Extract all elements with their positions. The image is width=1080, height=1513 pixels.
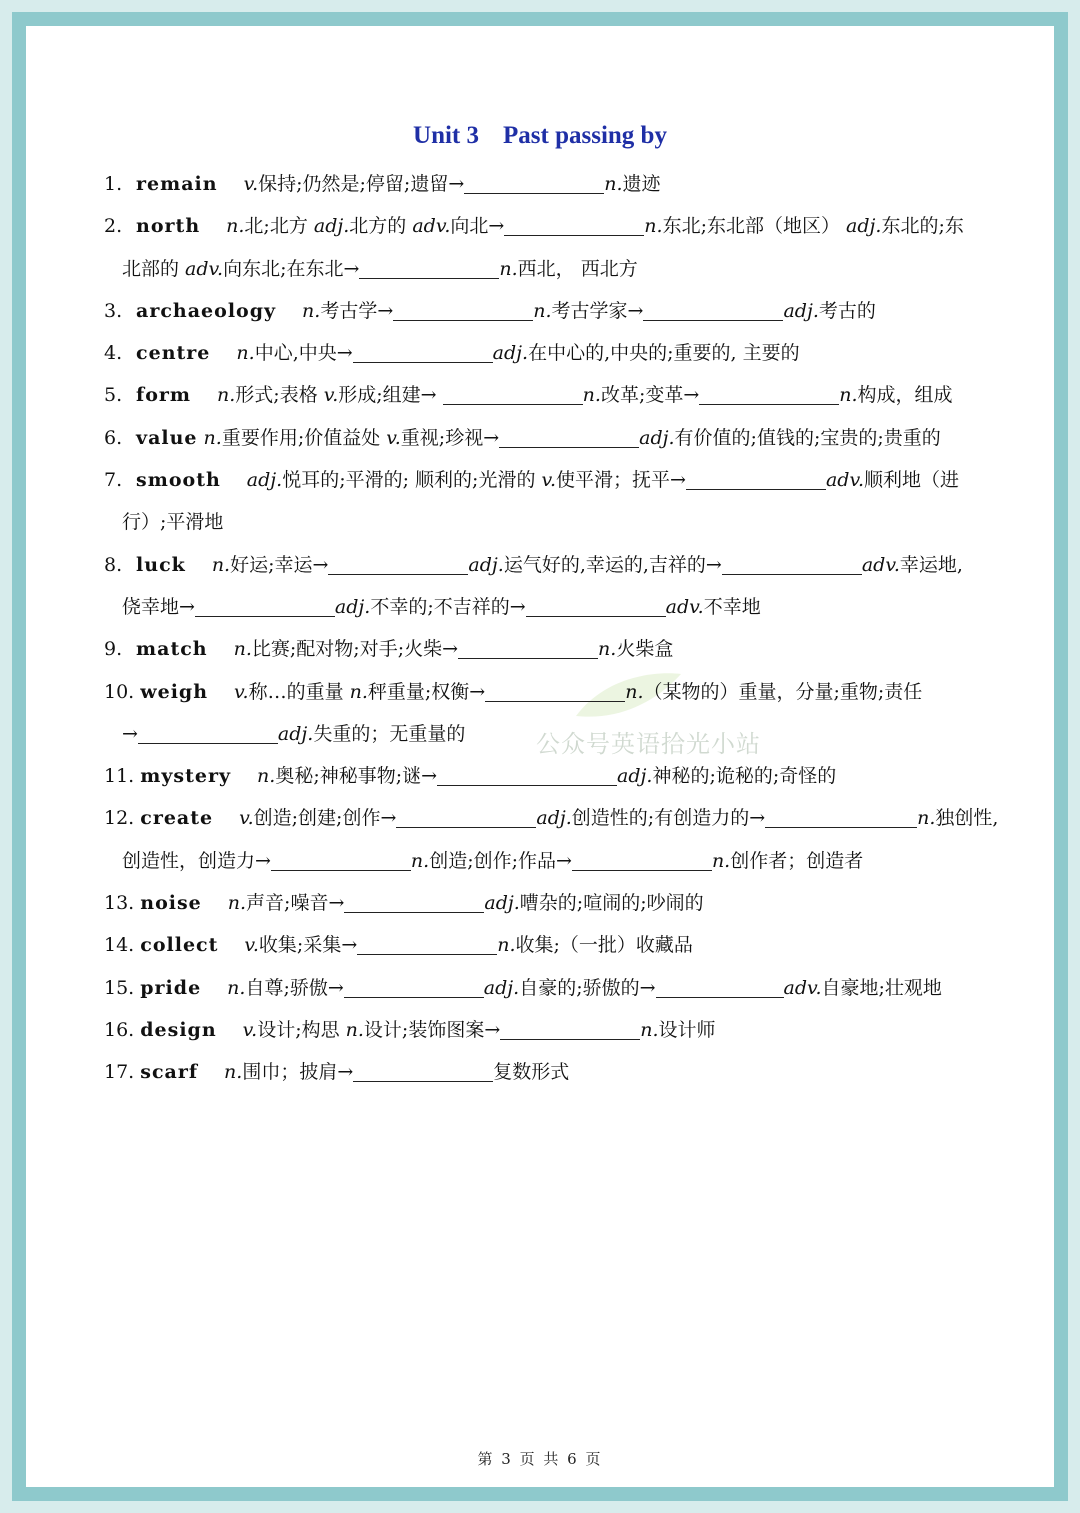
definition-text: 使平滑；抚平→ bbox=[556, 469, 686, 492]
part-of-speech: n. bbox=[839, 384, 858, 407]
definition-text: 构成，组成 bbox=[857, 384, 953, 407]
definition-text: 幸运地, bbox=[899, 553, 963, 576]
definition-text: 有价值的;值钱的;宝贵的;贵重的 bbox=[674, 426, 941, 449]
definition-text: 收集;采集→ bbox=[258, 934, 358, 957]
item-number: 15. bbox=[104, 976, 135, 999]
answer-blank[interactable] bbox=[353, 340, 493, 363]
definition-text: 侥幸地→ bbox=[122, 595, 195, 618]
answer-blank[interactable] bbox=[357, 932, 497, 955]
definition-text: 重视;珍视→ bbox=[400, 426, 500, 449]
definition-text: 独创性, bbox=[935, 807, 999, 830]
answer-blank[interactable] bbox=[393, 298, 533, 321]
part-of-speech: n. bbox=[227, 976, 246, 999]
part-of-speech: n. bbox=[533, 299, 552, 322]
item-number: 10. bbox=[104, 680, 135, 703]
answer-blank[interactable] bbox=[359, 256, 499, 279]
part-of-speech: n. bbox=[711, 849, 731, 872]
part-of-speech: n. bbox=[227, 892, 247, 915]
part-of-speech: adv. bbox=[185, 257, 224, 280]
part-of-speech: adj. bbox=[846, 215, 882, 238]
definition-text: 嘈杂的;喧闹的;吵闹的 bbox=[519, 892, 704, 915]
part-of-speech: n. bbox=[211, 553, 231, 576]
definition-text: 围巾；披肩→ bbox=[242, 1061, 354, 1084]
worksheet-page bbox=[26, 26, 1054, 1487]
definition-text: 创造;创作;作品→ bbox=[429, 849, 572, 872]
list-item bbox=[104, 671, 1054, 713]
item-number: 5. bbox=[104, 384, 123, 407]
part-of-speech: n. bbox=[625, 680, 644, 703]
part-of-speech: adj. bbox=[246, 469, 283, 492]
list-item bbox=[104, 374, 1054, 416]
definition-text: 顺利地（进 bbox=[863, 469, 959, 492]
definition-text: 考古学家→ bbox=[551, 299, 644, 322]
definition-text: 创造性的;有创造力的→ bbox=[571, 807, 766, 830]
headword: match bbox=[136, 638, 208, 661]
headword: design bbox=[140, 1018, 217, 1041]
item-number: 12. bbox=[104, 807, 135, 830]
part-of-speech: n. bbox=[604, 173, 623, 195]
definition-text: 失重的；无重量的 bbox=[313, 722, 466, 745]
headword: value bbox=[136, 426, 198, 449]
definition-text: 创造;创建;创作→ bbox=[253, 807, 397, 830]
part-of-speech: n. bbox=[410, 849, 430, 872]
headword: pride bbox=[140, 976, 202, 999]
item-number: 8. bbox=[104, 553, 123, 576]
part-of-speech: adj. bbox=[313, 215, 350, 238]
part-of-speech: n. bbox=[217, 384, 236, 407]
part-of-speech: adj. bbox=[639, 426, 675, 449]
part-of-speech: n. bbox=[302, 299, 321, 322]
part-of-speech: n. bbox=[226, 215, 245, 238]
definition-text: 北;北方 bbox=[244, 215, 314, 238]
answer-blank[interactable] bbox=[344, 890, 484, 913]
definition-text: 在中心的,中央的;重要的, 主要的 bbox=[528, 342, 800, 365]
answer-blank[interactable] bbox=[526, 594, 666, 617]
list-item-continuation bbox=[104, 501, 1054, 543]
definition-text: 自豪的;骄傲的→ bbox=[519, 976, 656, 999]
part-of-speech: n. bbox=[582, 384, 601, 407]
item-number: 2. bbox=[104, 215, 123, 238]
item-number: 3. bbox=[104, 299, 123, 322]
part-of-speech: adj. bbox=[334, 595, 371, 618]
list-item bbox=[104, 755, 1054, 797]
definition-text: 设计师 bbox=[658, 1018, 716, 1041]
answer-blank[interactable] bbox=[195, 594, 335, 617]
part-of-speech: n. bbox=[349, 680, 368, 703]
answer-blank[interactable] bbox=[656, 975, 784, 998]
definition-text: 向东北;在东北→ bbox=[223, 257, 360, 280]
definition-text: 遗迹 bbox=[622, 173, 661, 195]
item-number: 9. bbox=[104, 638, 123, 661]
definition-text: 北方的 bbox=[349, 215, 413, 238]
answer-blank[interactable] bbox=[485, 679, 625, 702]
answer-blank[interactable] bbox=[271, 848, 411, 871]
list-item bbox=[104, 163, 1054, 205]
answer-blank[interactable] bbox=[138, 721, 278, 744]
part-of-speech: adv. bbox=[783, 976, 822, 999]
definition-text: 行）;平滑地 bbox=[122, 511, 224, 534]
part-of-speech: v. bbox=[386, 426, 401, 449]
part-of-speech: n. bbox=[497, 934, 516, 957]
part-of-speech: adv. bbox=[825, 469, 864, 492]
answer-blank[interactable] bbox=[686, 467, 826, 490]
item-number: 6. bbox=[104, 426, 123, 449]
definition-text: 神秘的;诡秘的;奇怪的 bbox=[652, 765, 837, 788]
item-number: 16. bbox=[104, 1018, 135, 1041]
definition-text: 考古学→ bbox=[320, 299, 394, 322]
part-of-speech: n. bbox=[345, 1018, 364, 1041]
answer-blank[interactable] bbox=[504, 213, 644, 236]
definition-text: 东北;东北部（地区） bbox=[662, 215, 847, 238]
item-number: 13. bbox=[104, 892, 135, 915]
definition-text: 比赛;配对物;对手;火柴→ bbox=[251, 638, 459, 661]
unit-label: Unit 3 bbox=[413, 122, 480, 149]
definition-text: 收集;（一批）收藏品 bbox=[515, 934, 693, 957]
vocabulary-list bbox=[104, 163, 1054, 1094]
definition-text: 改革;变革→ bbox=[600, 384, 700, 407]
definition-text: 东北的;东 bbox=[881, 215, 964, 238]
definition-text: 考古的 bbox=[818, 299, 876, 322]
unit-topic: Past passing by bbox=[503, 122, 667, 149]
part-of-speech: v. bbox=[323, 384, 339, 407]
part-of-speech: adv. bbox=[412, 215, 451, 238]
headword: noise bbox=[140, 892, 202, 915]
part-of-speech: n. bbox=[257, 765, 276, 788]
part-of-speech: adv. bbox=[861, 553, 900, 576]
part-of-speech: v. bbox=[234, 680, 249, 703]
definition-text: 保持;仍然是;停留;遗留→ bbox=[258, 173, 465, 195]
list-item bbox=[104, 290, 1054, 332]
answer-blank[interactable] bbox=[499, 425, 639, 448]
part-of-speech: n. bbox=[644, 215, 663, 238]
item-number: 14. bbox=[104, 934, 135, 957]
answer-blank[interactable] bbox=[500, 1017, 640, 1040]
definition-text: 中心,中央→ bbox=[254, 342, 353, 365]
part-of-speech: adj. bbox=[492, 342, 529, 365]
headword: scarf bbox=[140, 1061, 199, 1084]
definition-text: 火柴盒 bbox=[616, 638, 674, 661]
answer-blank[interactable] bbox=[643, 298, 783, 321]
list-item-continuation bbox=[104, 713, 1054, 755]
part-of-speech: v. bbox=[239, 807, 254, 830]
part-of-speech: adj. bbox=[617, 765, 653, 788]
watermark-text: 公众号英语拾光小站 bbox=[536, 730, 761, 758]
definition-text: 秤重量;权衡→ bbox=[367, 680, 486, 703]
definition-text: 北部的 bbox=[122, 257, 186, 280]
headword: centre bbox=[136, 342, 211, 365]
headword: weigh bbox=[140, 680, 209, 703]
part-of-speech: adv. bbox=[665, 595, 704, 618]
part-of-speech: v. bbox=[541, 469, 557, 492]
answer-blank[interactable] bbox=[396, 805, 536, 828]
definition-text: 不幸地 bbox=[703, 595, 761, 618]
part-of-speech: n. bbox=[917, 807, 936, 830]
definition-text: 自豪地;壮观地 bbox=[821, 976, 942, 999]
list-item-continuation bbox=[104, 248, 1054, 290]
item-number: 11. bbox=[104, 765, 135, 788]
definition-text: 设计;装饰图案→ bbox=[363, 1018, 501, 1041]
definition-text: 创造性，创造力→ bbox=[122, 849, 271, 872]
answer-blank[interactable] bbox=[328, 552, 468, 575]
answer-blank[interactable] bbox=[458, 636, 598, 659]
list-item bbox=[104, 1051, 1054, 1093]
definition-text: 复数形式 bbox=[493, 1061, 570, 1084]
item-number: 1. bbox=[104, 173, 123, 195]
list-item bbox=[104, 797, 1054, 839]
definition-text: 自尊;骄傲→ bbox=[245, 976, 344, 999]
answer-blank[interactable] bbox=[722, 552, 862, 575]
headword: luck bbox=[136, 553, 186, 576]
part-of-speech: n. bbox=[640, 1018, 659, 1041]
list-item bbox=[104, 924, 1054, 966]
definition-text: 不幸的;不吉祥的→ bbox=[370, 595, 526, 618]
definition-text: 声音;噪音→ bbox=[246, 892, 345, 915]
list-item bbox=[104, 1009, 1054, 1051]
answer-blank[interactable] bbox=[443, 382, 583, 405]
part-of-speech: adj. bbox=[468, 553, 504, 576]
answer-blank[interactable] bbox=[464, 171, 604, 194]
headword: archaeology bbox=[136, 299, 277, 322]
page-title bbox=[26, 122, 1054, 150]
list-item bbox=[104, 882, 1054, 924]
headword: smooth bbox=[136, 469, 221, 492]
definition-text: 设计;构思 bbox=[257, 1018, 346, 1041]
part-of-speech: n. bbox=[233, 638, 252, 661]
headword: remain bbox=[136, 173, 218, 195]
list-item bbox=[104, 205, 1054, 247]
part-of-speech: v. bbox=[243, 173, 259, 195]
part-of-speech: adj. bbox=[277, 722, 314, 745]
part-of-speech: v. bbox=[242, 1018, 258, 1041]
part-of-speech: adj. bbox=[484, 892, 520, 915]
definition-text: 奥秘;神秘事物;谜→ bbox=[275, 765, 438, 788]
definition-text: 好运;幸运→ bbox=[230, 553, 329, 576]
list-item-continuation bbox=[104, 840, 1054, 882]
list-item bbox=[104, 332, 1054, 374]
answer-blank[interactable] bbox=[437, 763, 617, 786]
part-of-speech: adj. bbox=[783, 299, 819, 322]
part-of-speech: n. bbox=[203, 426, 222, 449]
part-of-speech: adj. bbox=[536, 807, 572, 830]
answer-blank[interactable] bbox=[699, 382, 839, 405]
part-of-speech: adj. bbox=[483, 976, 520, 999]
item-number: 17. bbox=[104, 1061, 135, 1084]
part-of-speech: n. bbox=[236, 342, 255, 365]
part-of-speech: n. bbox=[598, 638, 617, 661]
item-number: 7. bbox=[104, 469, 123, 492]
definition-text: 形成;组建→ bbox=[338, 384, 443, 407]
part-of-speech: n. bbox=[499, 257, 518, 280]
definition-text: 悦耳的;平滑的; 顺利的;光滑的 bbox=[282, 469, 542, 492]
definition-text: → bbox=[122, 722, 138, 745]
definition-text: 向北→ bbox=[450, 215, 505, 238]
answer-blank[interactable] bbox=[765, 805, 917, 828]
list-item bbox=[104, 967, 1054, 1009]
page-footer: 第 3 页 共 6 页 bbox=[477, 1450, 603, 1468]
list-item bbox=[104, 628, 1054, 670]
definition-text: 运气好的,幸运的,吉祥的→ bbox=[503, 553, 722, 576]
answer-blank[interactable] bbox=[572, 848, 712, 871]
answer-blank[interactable] bbox=[353, 1059, 493, 1082]
part-of-speech: v. bbox=[244, 934, 259, 957]
answer-blank[interactable] bbox=[344, 975, 484, 998]
headword: collect bbox=[140, 934, 219, 957]
definition-text: 形式;表格 bbox=[235, 384, 324, 407]
list-item bbox=[104, 417, 1054, 459]
definition-text: 创作者；创造者 bbox=[730, 849, 864, 872]
definition-text: （某物的）重量，分量;重物;责任 bbox=[643, 680, 923, 703]
list-item-continuation bbox=[104, 586, 1054, 628]
headword: mystery bbox=[140, 765, 232, 788]
part-of-speech: n. bbox=[224, 1061, 243, 1084]
headword: north bbox=[136, 215, 201, 238]
definition-text: 称…的重量 bbox=[248, 680, 350, 703]
definition-text: 重要作用;价值益处 bbox=[221, 426, 387, 449]
item-number: 4. bbox=[104, 342, 123, 365]
list-item bbox=[104, 544, 1054, 586]
headword: create bbox=[140, 807, 214, 830]
headword: form bbox=[136, 384, 192, 407]
list-item bbox=[104, 459, 1054, 501]
definition-text: 西北， 西北方 bbox=[517, 257, 638, 280]
